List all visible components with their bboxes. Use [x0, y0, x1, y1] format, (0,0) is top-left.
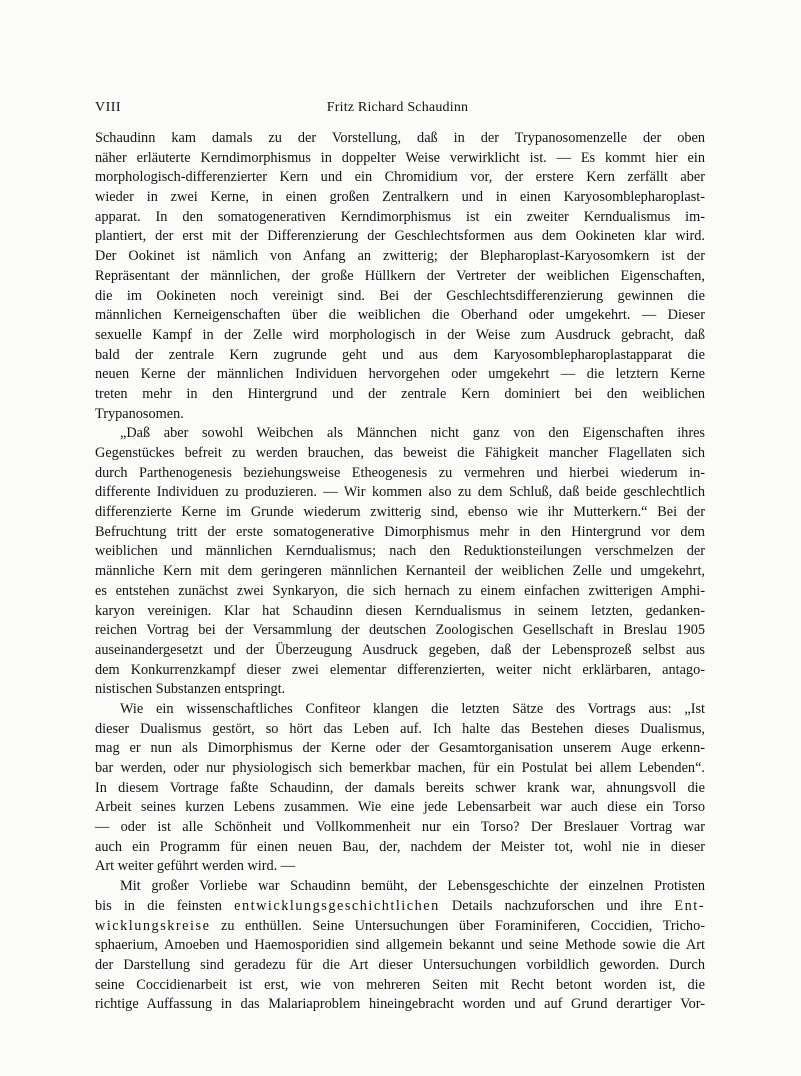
text-line: apparat. In den somatogenerativen Kerndimorphismus ist ein zweiter Kerndualismus im-: [95, 208, 705, 225]
text-line: nistischen Substanzen entspringt.: [95, 681, 286, 698]
text-line: sexuelle Kampf in der Zelle wird morphologisch in der Weise zum Ausdruck gebracht, daß: [95, 326, 705, 343]
page-header: [95, 100, 700, 124]
text-line: Art weiter geführt werden wird. —: [95, 858, 296, 875]
text-line: Trypanosomen.: [95, 405, 184, 422]
text-line: auseinandergesetzt und der Überzeugung Ausdruck gegeben, daß der Lebensprozeß selbst aus: [95, 641, 705, 658]
text-line: Schaudinn kam damals zu der Vorstellung, daß in der Trypanosomenzelle der oben: [95, 130, 705, 146]
text-line: [95, 897, 705, 917]
text-line: männliche Kern mit dem geringeren männlichen Kernanteil der weiblichen Zelle und umgekehrt,: [95, 563, 705, 580]
text-line: Befruchtung tritt der erste somatogenerative Dimorphismus mehr in den Hintergrund vor dem: [95, 523, 705, 540]
page-number: VIII: [95, 100, 122, 115]
text-line: bald der zentrale Kern zugrunde geht und aus dem Karyosomblepharoplastapparat die: [95, 346, 705, 363]
text-line: reichen Vortrag bei der Versammlung der deutschen Zoologischen Gesellschaft in Breslau 1905: [95, 622, 705, 639]
text-line: differente Individuen zu produzieren. — Wir kommen also zu dem Schluß, daß beide geschlechtlich: [95, 484, 705, 501]
text-fragment: bis in die feinsten: [95, 897, 235, 914]
text-line: Mit großer Vorliebe war Schaudinn bemüht, der Lebensgeschichte der einzelnen Protisten: [120, 878, 705, 895]
text-line: der Darstellung sind geradezu für die Art dieser Untersuchungen vorbildlich geworden. Durch: [95, 956, 705, 973]
text-line: — oder ist alle Schönheit und Vollkommenheit nur ein Torso? Der Breslauer Vortrag war: [95, 819, 705, 836]
text-line: In diesem Vortrage faßte Schaudinn, der damals bereits schwer krank war, ahnungsvoll die: [95, 779, 705, 796]
text-line: richtige Auffassung in das Malariaproblem hineingebracht worden und auf Grund derartiger Vor-: [95, 996, 705, 1013]
text-line: „Daß aber sowohl Weibchen als Männchen nicht ganz von den Eigenschaften ihres: [120, 425, 705, 442]
text-line: dem Konkurrenzkampf dieser zwei elementar differenzierten, weiter nicht erklärbaren, antago-: [95, 661, 705, 678]
emphasized-term: entwicklungsgeschichtlichen: [234, 897, 440, 914]
text-line: durch Parthenogenesis beziehungsweise Etheogenesis zu vermehren und hierbei wiederum in-: [95, 464, 705, 481]
text-line: neuen Kerne der männlichen Individuen hervorgehen oder umgekehrt — die letztern Kerne: [95, 366, 705, 383]
body-text: [95, 129, 705, 1015]
emphasized-term: Ent-: [674, 897, 705, 914]
text-line: Repräsentant der männlichen, der große Hüllkern der Vertreter der weiblichen Eigenschaften,: [95, 267, 705, 284]
text-line: treten mehr in den Hintergrund und der zentrale Kern dominiert bei den weiblichen: [95, 385, 705, 402]
text-line: dieser Dualismus gestört, so hört das Leben auf. Ich halte das Bestehen dieses Dualismus,: [95, 720, 705, 737]
text-line: Arbeit seines kurzen Lebens zusammen. Wie eine jede Lebensarbeit war auch diese ein Torso: [95, 799, 705, 816]
text-line: weiblichen und männlichen Kerndualismus; nach den Reduktionsteilungen verschmelzen der: [95, 543, 705, 560]
emphasized-term: wicklungskreise: [95, 917, 211, 934]
text-line: karyon vereinigen. Klar hat Schaudinn diesen Kerndualismus in seinem letzten, gedanken-: [95, 602, 705, 619]
text-line: Der Ookinet ist nämlich von Anfang an zwitterig; der Blepharoplast-Karyosomkern ist der: [95, 248, 705, 265]
text-line: bar werden, oder nur physiologisch sich bemerkbar machen, für ein Postulat bei allem Lebenden“.: [95, 760, 705, 776]
text-line: differenzierte Kerne im Grunde wiederum zwitterig sind, ebenso wie ihr Mutterkern.“ Bei der: [95, 504, 705, 521]
text-line: Gegenstückes befreit zu werden brauchen, das beweist die Fähigkeit mancher Flagellaten sich: [95, 445, 705, 461]
text-line: [95, 917, 705, 937]
text-line: sphaerium, Amoeben und Haemosporidien sind allgemein bekannt und seine Methode sowie die Art: [95, 937, 705, 954]
text-line: männlichen Kerneigenschaften über die weiblichen die Oberhand oder umgekehrt. — Dieser: [95, 307, 705, 324]
running-head: Fritz Richard Schaudinn: [326, 100, 469, 115]
text-line: es entstehen zunächst zwei Synkaryon, die sich hernach zu einem einfachen zwitterigen Amphi-: [95, 582, 705, 599]
text-line: plantiert, der erst mit der Differenzierung der Geschlechtsformen aus dem Ookineten klar wird.: [95, 228, 705, 245]
text-line: die im Ookineten noch vereinigt sind. Bei der Geschlechtsdifferenzierung gewinnen die: [95, 287, 705, 304]
text-fragment: zu enthüllen. Seine Untersuchungen über Foraminiferen, Coccidien, Tricho-: [210, 917, 705, 934]
text-line: auch ein Programm für einen neuen Bau, der, nachdem der Meister tot, wohl nie in dieser: [95, 838, 705, 855]
text-line: morphologisch-differenzierter Kern und ein Chromidium vor, der erstere Kern zerfällt aber: [95, 169, 705, 186]
text-fragment: Details nachzuforschen und ihre: [439, 897, 675, 914]
text-line: seine Coccidienarbeit ist erst, wie von mehreren Seiten mit Recht betont worden ist, die: [95, 976, 705, 993]
text-line: mag er nun als Dimorphismus der Kerne oder der Gesamtorganisation unserem Auge erkenn-: [95, 740, 705, 757]
text-line: wieder in zwei Kerne, in einen großen Zentralkern und in einen Karyosomblepharoplast-: [95, 189, 705, 206]
text-line: Wie ein wissenschaftliches Confiteor klangen die letzten Sätze des Vortrags aus: „Ist: [120, 700, 705, 717]
text-line: näher erläuterte Kerndimorphismus in doppelter Weise verwirklicht ist. — Es kommt hier ein: [95, 149, 705, 166]
